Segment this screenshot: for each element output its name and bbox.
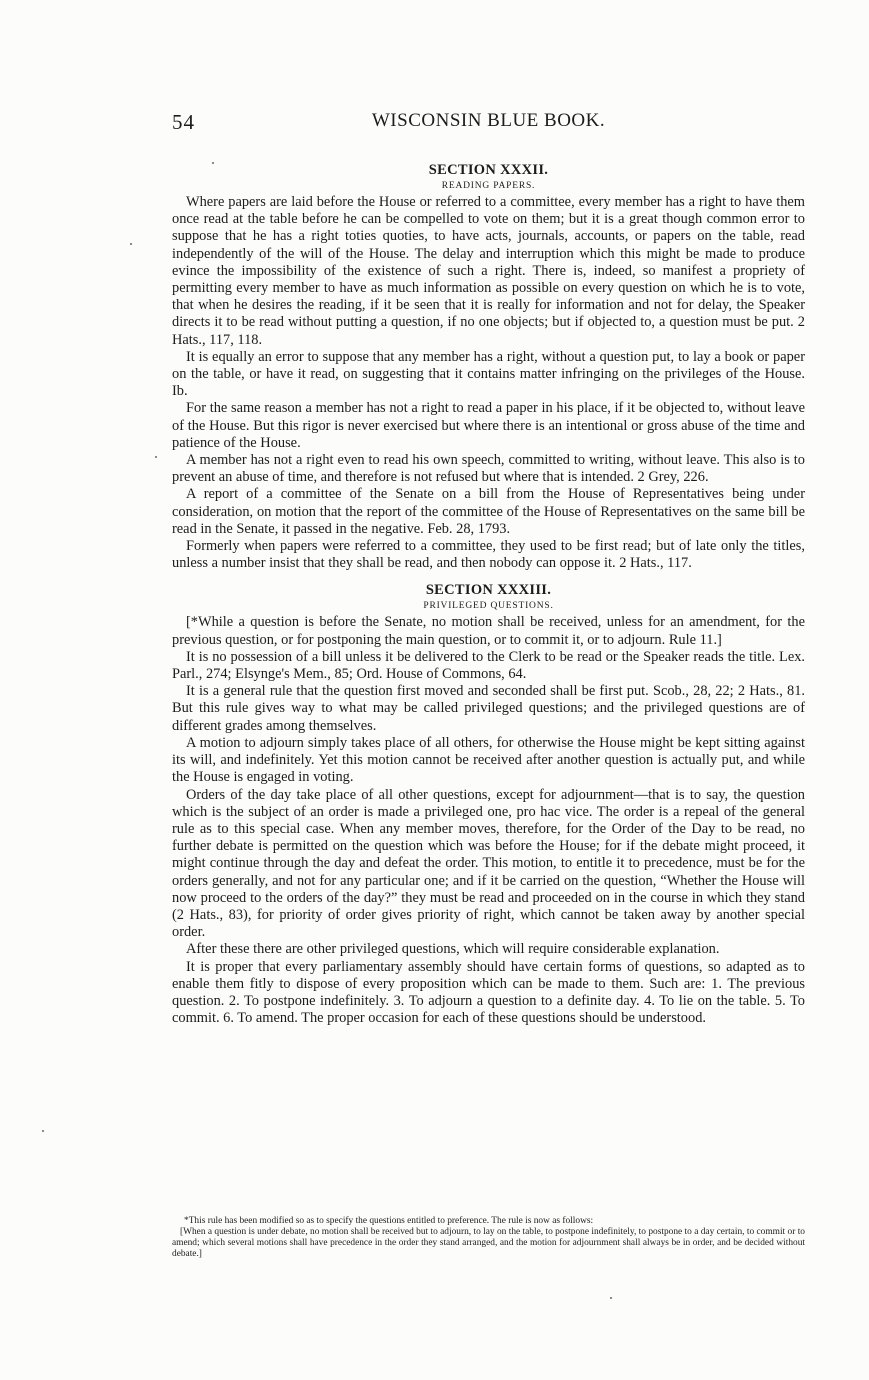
page-number: 54	[172, 110, 195, 134]
section-subheading: PRIVILEGED QUESTIONS.	[423, 601, 554, 612]
scan-speck	[610, 1297, 612, 1299]
paragraph: It is equally an error to suppose that any member has a right, without a question put, to lay a book or paper on the table, or have it read, on suggesting that it contains matter infringing on the privileges of the House. Ib.	[172, 348, 805, 400]
footnote	[172, 1216, 805, 1260]
paragraph: A motion to adjourn simply takes place of all others, for otherwise the House might be kept sitting against its will, and indefinitely. Yet this motion cannot be received after another question is actually put, and while the House is engaged in voting.	[172, 734, 805, 786]
paragraph: It is proper that every parliamentary assembly should have certain forms of questions, so adapted as to enable them fitly to dispose of every proposition which can be made to them. Such are: 1. The previous question. 2. To postpone indefinitely. 3. To adjourn a question to a definite day. 4. To lie on the table. 5. To commit. 6. To amend. The proper occasion for each of these questions should be understood.	[172, 958, 805, 1027]
scan-speck	[42, 1130, 44, 1132]
paragraph: It is a general rule that the question first moved and seconded shall be first put. Scob., 28, 22; 2 Hats., 81. But this rule gives way to what may be called privileged questions; and the privileged questions are of different grades among themselves.	[172, 683, 805, 734]
paragraph: A member has not a right even to read his own speech, committed to writing, without leave. This also is to prevent an abuse of time, and therefore is not refused but where that is intended. 2 Grey, 226.	[172, 452, 805, 486]
paragraph: For the same reason a member has not a right to read a paper in his place, if it be objected to, without leave of the House. But this rigor is never exercised but where there is an intentional or gross abuse of the time and patience of the House.	[172, 400, 805, 451]
paragraph: It is no possession of a bill unless it be delivered to the Clerk to be read or the Speaker reads the title. Lex. Parl., 274; Elsynge's Mem., 85; Ord. House of Commons, 64.	[172, 648, 805, 683]
paragraph: A report of a committee of the Senate on a bill from the House of Representatives being under consideration, on motion that the report of the committee of the House of Representatives on the same bill be read in the Senate, it passed in the negative. Feb. 28, 1793.	[172, 486, 805, 537]
page-body	[172, 162, 805, 1027]
footnote-line: *This rule has been modified so as to specify the questions entitled to preference. The rule is now as follows:	[184, 1216, 594, 1226]
section-xxxiii	[172, 582, 805, 1027]
section-subheading: READING PAPERS.	[441, 181, 536, 191]
paragraph: Orders of the day take place of all other questions, except for adjournment—that is to say, the question which is the subject of an order is made a privileged one, pro hac vice. The order is a repeal of the general rule as to this special case. When any member moves, therefore, for the Order of the Day to be read, no further debate is permitted on the question which was before the House; for if the debate might proceed, it might continue through the day and defeat the order. This motion, to entitle it to precedence, must be for the orders generally, and not for any particular one; and if it be carried on the question, “Whether the House will now proceed to the orders of the day?” they must be read and proceeded on in the course in which they stand (2 Hats., 83), for priority of order gives priority of right, which cannot be taken away by another special order.	[172, 786, 805, 941]
paragraph: After these there are other privileged questions, which will require considerable explanation.	[186, 941, 720, 958]
scan-speck	[130, 243, 132, 245]
paragraph: [*While a question is before the Senate, no motion shall be received, unless for an amendment, for the previous question, or for postponing the main question, or to commit it, or to adjourn. Rule 11.]	[172, 614, 805, 648]
paragraph: Where papers are laid before the House or referred to a committee, every member has a right to have them once read at the table before he can be compelled to vote on them; but it is a great though common error to suppose that he has a right toties quoties, to have acts, journals, accounts, or papers on the table, read independently of the will of the House. The delay and interruption which this might be made to produce evince the impossibility of the existence of such a right. There is, indeed, so manifest a propriety of permitting every member to have as much information as possible on every question on which he is to vote, that when he desires the reading, if it be seen that it is really for information and not for delay, the Speaker directs it to be read without putting a question, if no one objects; but if objected to, a question must be put. 2 Hats., 117, 118.	[172, 194, 805, 348]
paragraph: Formerly when papers were referred to a committee, they used to be first read; but of late only the titles, unless a number insist that they shall be read, and then nobody can oppose it. 2 Hats., 117.	[172, 538, 805, 572]
section-xxxii	[172, 162, 805, 572]
running-title: WISCONSIN BLUE BOOK.	[371, 110, 606, 131]
scan-speck	[155, 456, 157, 458]
section-heading: SECTION XXXIII.	[425, 582, 552, 599]
page-header	[172, 110, 805, 140]
footnote-line: [When a question is under debate, no motion shall be received but to adjourn, to lay on the table, to postpone indefinitely, to postpone to a day certain, to commit or to amend; which several motions shall have precedence in the order they stand arranged, and the motion for adjournment shall always be in order, and be decided without debate.]	[172, 1227, 805, 1259]
section-heading: SECTION XXXII.	[428, 162, 549, 178]
scan-speck	[212, 162, 214, 164]
